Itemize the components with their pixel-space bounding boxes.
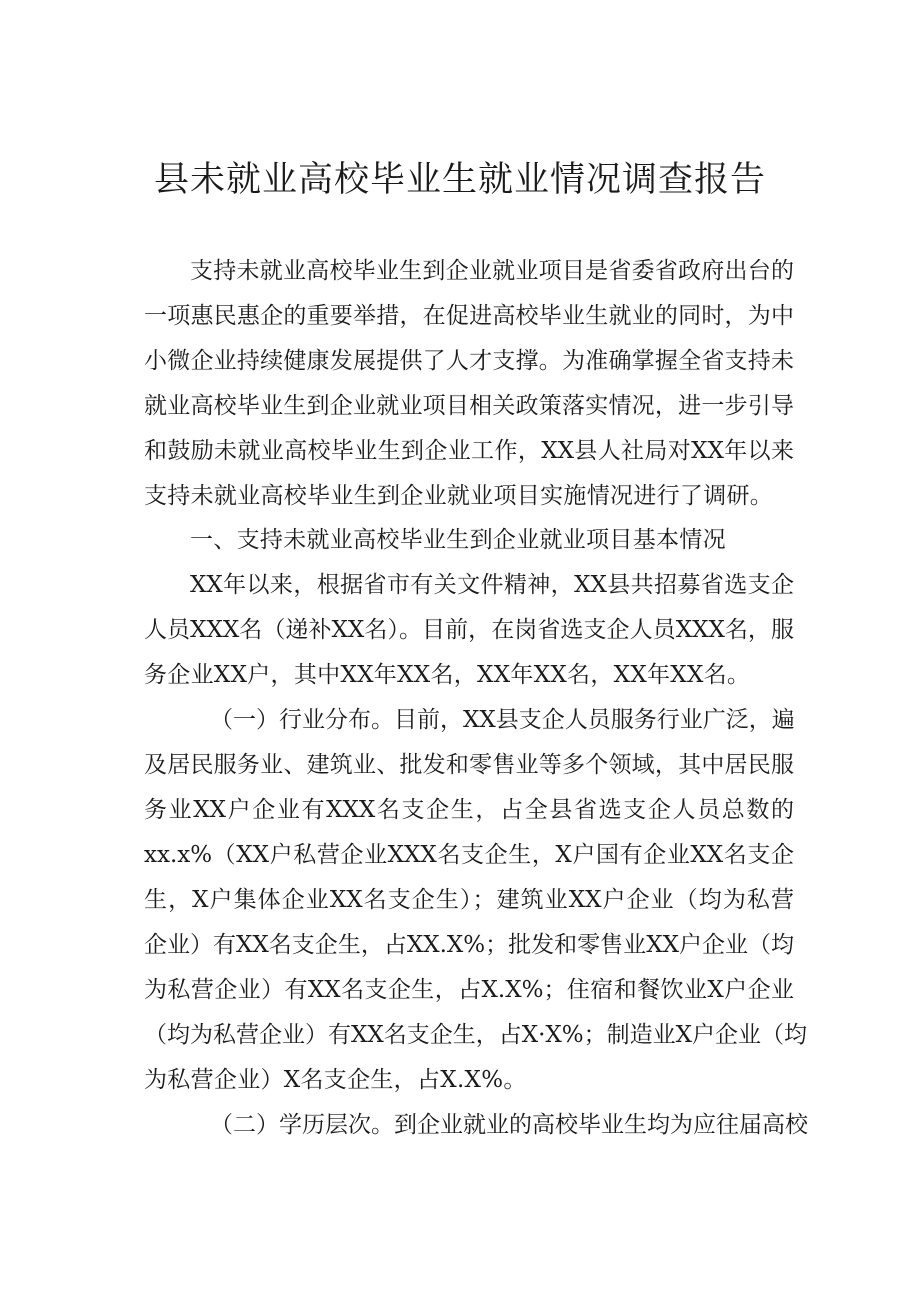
paragraph-line: 及居民服务业、建筑业、批发和零售业等多个领域，其中居民服 (144, 752, 794, 778)
paragraph-line: 务业XX户企业有XXX名支企生，占全县省选支企人员总数的 (144, 797, 794, 823)
paragraph-line: 和鼓励未就业高校毕业生到企业工作，XX县人社局对XX年以来 (144, 438, 794, 464)
paragraph-line: xx.x%（XX户私营企业XXX名支企生，X户国有企业XX名支企 (144, 842, 794, 868)
paragraph-line: （一）行业分布。目前，XX县支企人员服务行业广泛，遍 (210, 707, 795, 733)
paragraph-line: 一项惠民惠企的重要举措，在促进高校毕业生就业的同时，为中 (144, 303, 794, 329)
paragraph-line: 企业）有XX名支企生，占XX.X%；批发和零售业XX户企业（均 (144, 932, 794, 958)
paragraph-line: 就业高校毕业生到企业就业项目相关政策落实情况，进一步引导 (144, 393, 794, 419)
paragraph-line: 为私营企业）X名支企生，占X.X%。 (144, 1067, 527, 1093)
paragraph-line: 生，X户集体企业XX名支企生）；建筑业XX户企业（均为私营 (144, 887, 794, 913)
paragraph-line: XX年以来，根据省市有关文件精神，XX县共招募省选支企 (190, 572, 794, 598)
paragraph-line: （均为私营企业）有XX名支企生，占X·X%；制造业X户企业（均 (144, 1022, 808, 1048)
paragraph-line: 小微企业持续健康发展提供了人才支撑。为准确掌握全省支持未 (144, 348, 794, 374)
paragraph-line: （二）学历层次。到企业就业的高校毕业生均为应往届高校 (210, 1112, 808, 1138)
paragraph-line: 支持未就业高校毕业生到企业就业项目实施情况进行了调研。 (144, 483, 774, 509)
paragraph-line: 支持未就业高校毕业生到企业就业项目是省委省政府出台的 (190, 258, 794, 284)
section-heading: 一、支持未就业高校毕业生到企业就业项目基本情况 (190, 527, 726, 553)
paragraph-line: 人员XXX名（递补XX名）。目前，在岗省选支企人员XXX名，服 (144, 617, 794, 643)
document-title: 县未就业高校毕业生就业情况调查报告 (153, 160, 766, 200)
paragraph-line: 务企业XX户，其中XX年XX名，XX年XX名，XX年XX名。 (144, 662, 751, 688)
paragraph-line: 为私营企业）有XX名支企生，占X.X%；住宿和餐饮业X户企业 (144, 977, 794, 1003)
